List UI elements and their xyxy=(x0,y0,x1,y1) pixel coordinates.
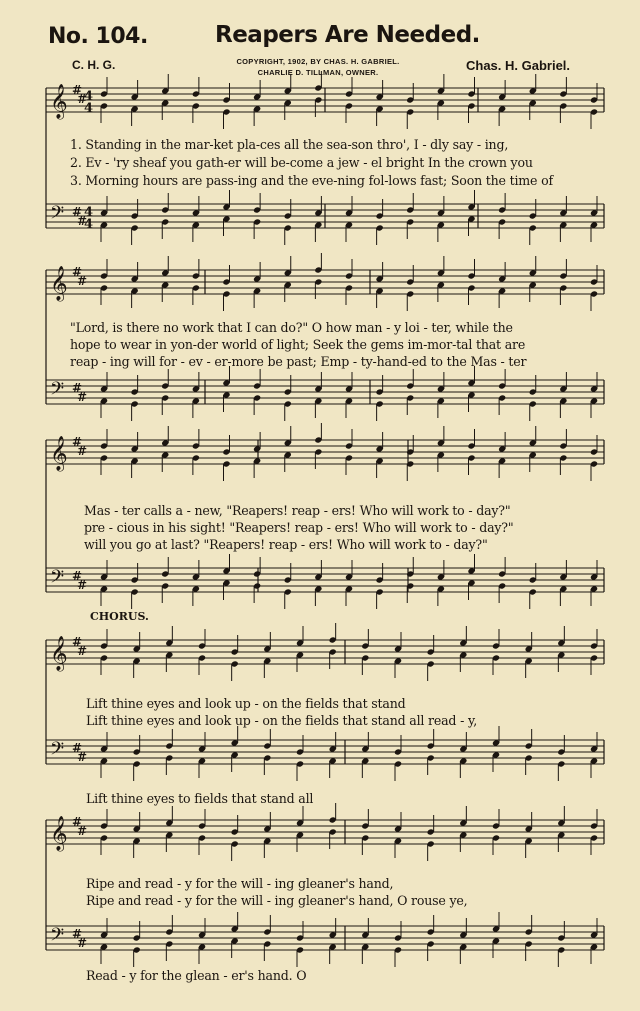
hymn-title: Reapers Are Needed. xyxy=(215,22,480,48)
key-sharp: # xyxy=(72,569,83,583)
bass-clef: 𝄢 xyxy=(50,925,65,950)
bass-clef: 𝄢 xyxy=(50,379,65,404)
time-signature: 4 xyxy=(84,217,94,232)
bass-clef: 𝄢 xyxy=(50,567,65,592)
key-sharp: # xyxy=(72,815,83,829)
key-sharp: # xyxy=(77,750,88,764)
treble-clef: 𝄞 xyxy=(50,816,68,851)
key-sharp: # xyxy=(77,824,88,838)
key-sharp: # xyxy=(72,635,83,649)
bass-clef: 𝄢 xyxy=(50,203,65,228)
time-signature: 4 xyxy=(84,205,94,220)
hymn-number: No. 104. xyxy=(48,24,148,49)
copyright-line-2: CHARLIE D. TILLMAN, OWNER. xyxy=(257,68,379,77)
key-sharp: # xyxy=(72,741,83,755)
lyricist-credit: C. H. G. xyxy=(72,58,116,72)
key-sharp: # xyxy=(72,381,83,395)
verse-1-line-1: 1. Standing in the mar-ket pla-ces all the sea-son thro', I - dly say - ing, xyxy=(70,137,509,152)
key-sharp: # xyxy=(72,265,83,279)
key-sharp: # xyxy=(77,578,88,592)
treble-clef: 𝄞 xyxy=(50,266,68,301)
key-sharp: # xyxy=(77,390,88,404)
treble-clef: 𝄞 xyxy=(50,436,68,471)
chorus-treble-lyric-1: Lift thine eyes and look up - on the fields that stand xyxy=(86,696,406,711)
verse-1-line-3: Mas - ter calls a - new, "Reapers! reap - ers! Who will work to - day?" xyxy=(84,503,511,518)
key-sharp: # xyxy=(72,435,83,449)
key-sharp: # xyxy=(77,936,88,950)
treble-clef: 𝄞 xyxy=(50,636,68,671)
time-signature: 4 xyxy=(84,89,94,104)
verse-2-line-3: pre - cious in his sight! "Reapers! reap - ers! Who will work to - day?" xyxy=(84,520,514,535)
treble-clef: 𝄞 xyxy=(50,84,68,119)
verse-3-line-3: will you go at last? "Reapers! reap - ers! Who will work to - day?" xyxy=(84,537,488,552)
verse-3-line-1: 3. Morning hours are pass-ing and the eve-ning fol-lows fast; Soon the time of xyxy=(70,173,553,188)
copyright-line-1: COPYRIGHT, 1902, BY CHAS. H. GABRIEL. xyxy=(236,57,400,66)
bass-clef: 𝄢 xyxy=(50,739,65,764)
verse-2-line-2: hope to wear in yon-der world of light; Seek the gems im-mor-tal that are xyxy=(70,337,526,352)
key-sharp: # xyxy=(72,83,83,97)
chorus2-treble-lyric-1: Ripe and read - y for the will - ing gleaner's hand, xyxy=(86,876,394,891)
key-sharp: # xyxy=(72,927,83,941)
chorus2-treble-lyric-2: Ripe and read - y for the will - ing gleaner's hand, O rouse ye, xyxy=(86,893,468,908)
key-sharp: # xyxy=(77,444,88,458)
verse-3-line-2: reap - ing will for - ev - er-more be past; Emp - ty-hand-ed to the Mas - ter xyxy=(70,354,527,369)
key-sharp: # xyxy=(77,274,88,288)
key-sharp: # xyxy=(72,205,83,219)
key-sharp: # xyxy=(77,92,88,106)
verse-2-line-1: 2. Ev - 'ry sheaf you gath-er will be-come a jew - el bright In the crown you xyxy=(70,155,533,170)
chorus-label: CHORUS. xyxy=(90,610,149,623)
time-signature: 4 xyxy=(84,101,94,116)
key-sharp: # xyxy=(77,644,88,658)
key-sharp: # xyxy=(77,214,88,228)
chorus-bass-lyric: Lift thine eyes to fields that stand all xyxy=(86,791,314,806)
chorus-treble-lyric-2: Lift thine eyes and look up - on the fields that stand all read - y, xyxy=(86,713,478,728)
chorus2-bass-lyric: Read - y for the glean - er's hand. O xyxy=(86,968,307,983)
verse-1-line-2: "Lord, is there no work that I can do?" O how man - y loi - ter, while the xyxy=(70,320,513,335)
composer-credit: Chas. H. Gabriel. xyxy=(466,58,571,73)
